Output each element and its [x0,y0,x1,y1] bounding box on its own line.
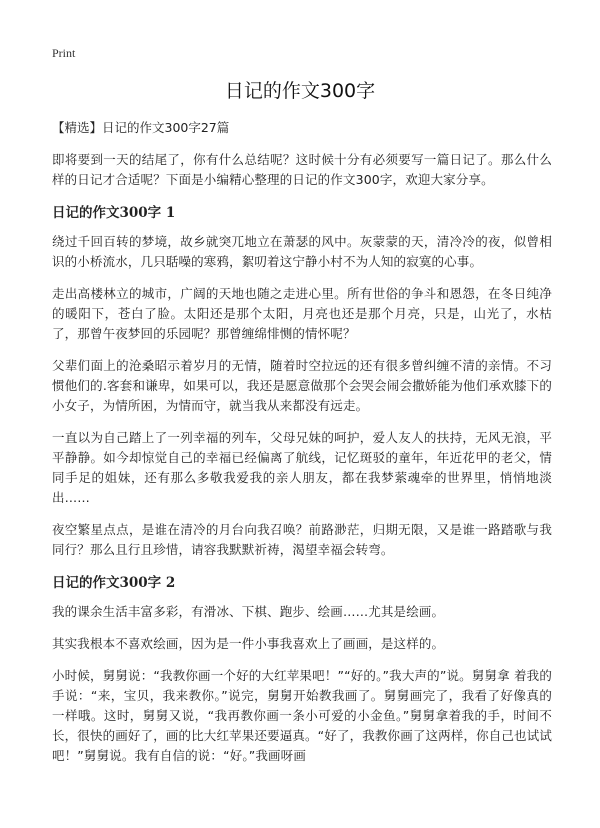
essay-section-1 [52,202,552,560]
essay-section-2 [52,572,552,766]
article-subtitle: 【精选】日记的作文300字27篇 [52,120,230,135]
section-heading: 日记的作文300字 1 [52,205,176,221]
section-paragraph: 我的课余生活丰富多彩，有滑冰、下棋、跑步、绘画……尤其是绘画。 [52,604,445,619]
print-label: Print [52,46,76,60]
page-title: 日记的作文300字 [224,80,376,102]
section-paragraph: 夜空繁星点点，是谁在清冷的月台向我召唤？前路渺茫，归期无限，又是谁一路踏歌与我同行？那么且行且珍惜，请容我默默祈祷，渴望幸福会转弯。 [52,522,552,557]
section-paragraph: 一直以为自己踏上了一列幸福的列车，父母兄妹的呵护，爱人友人的扶持，无风无浪，平平静静。如今却惊觉自己的幸福已经偏离了航线，记忆斑驳的童年，年近花甲的老父，情同手足的姐妹，还有那么多敬我爱我的亲人朋友，都在我梦萦魂牵的世界里，悄悄地淡出…… [52,430,552,505]
section-paragraph: 小时候，舅舅说：“我教你画一个好的大红苹果吧！”“好的。”我大声的”说。舅舅拿 着我的手说：“来，宝贝，我来教你。”说完，舅舅开始教我画了。舅舅画完了，我看了好像真的一样哦。这时，舅舅又说，“我再教你画一条小可爱的小金鱼。”舅舅拿着我的手，时间不长，很快的画好了，画的比大红苹果还要逼真。“好了，我教你画了这两样，你自己也试试吧！”舅舅说。我有自信的说：“好。”我画呀画 [52,668,553,763]
section-paragraph: 父辈们面上的沧桑昭示着岁月的无情，随着时空拉远的还有很多曾纠缠不清的亲情。不习惯他们的.客套和谦卑，如果可以，我还是愿意做那个会哭会闹会撒娇能为他们承欢膝下的小女子，为情所困，为情而守，就当我从来都没有远走。 [52,358,552,413]
article-body [52,118,552,778]
section-paragraph: 绕过千回百转的梦境，故乡就突兀地立在萧瑟的风中。灰蒙蒙的天，清冷冷的夜，似曾相识的小桥流水，几只聒噪的寒鸦，絮叨着这宁静小村不为人知的寂寞的心事。 [52,234,552,269]
section-heading: 日记的作文300字 2 [52,575,176,591]
intro-paragraph: 即将要到一天的结尾了，你有什么总结呢？这时候十分有必须要写一篇日记了。那么什么样的日记才合适呢？下面是小编精心整理的日记的作文300字，欢迎大家分享。 [52,152,552,187]
section-paragraph: 走出高楼林立的城市，广阔的天地也随之走进心里。所有世俗的争斗和恩怨，在冬日纯净的暖阳下，苍白了脸。太阳还是那个太阳，月亮也还是那个月亮，只是，山光了，水枯了，那曾午夜梦回的乐园呢？那曾缠绵悱恻的情怀呢？ [52,286,552,341]
section-paragraph: 其实我根本不喜欢绘画，因为是一件小事我喜欢上了画画，是这样的。 [52,636,445,651]
